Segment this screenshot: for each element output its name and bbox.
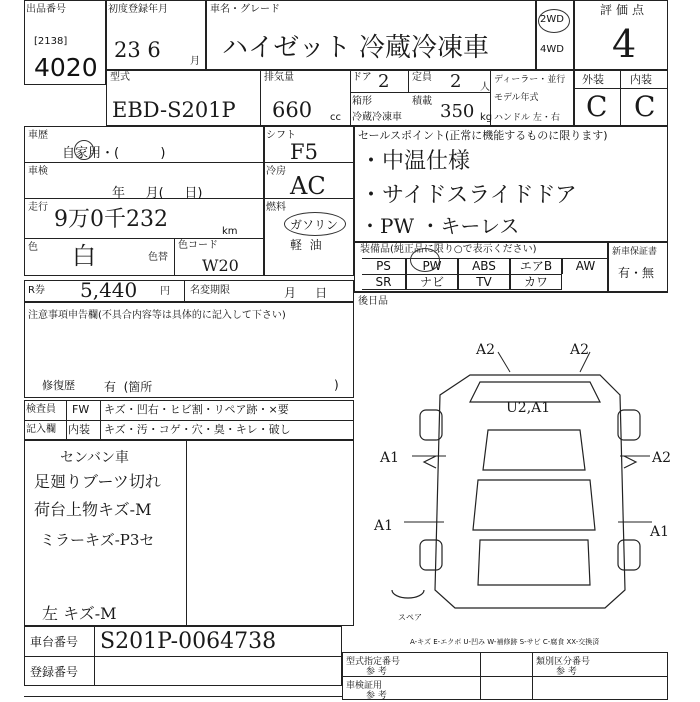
model-year-label: モデル年式 [494,93,539,103]
equipment-pw: PW [406,258,458,274]
rating-value: 4 [612,22,637,66]
color-label: 色 [28,242,38,253]
class-label: 類別区分番号 [536,657,591,667]
displacement-unit: cc [330,112,341,123]
load-unit: kg [480,112,493,123]
handle-label: ハンドル 左・右 [494,113,560,123]
equipment-leather: カワ [510,274,562,290]
sales-point-line-1: ・中温仕様 [360,149,471,174]
repair-close: ) [334,378,339,392]
lot-number: 4020 [34,53,98,82]
equipment-ps: PS [362,258,406,274]
capacity-label: 定員 [412,72,432,83]
type-value: EBD-S201P [112,98,236,122]
lot-label: 出品番号 [26,4,66,15]
color-value: 白 [72,242,96,270]
displacement-label: 排気量 [264,72,294,83]
capacity-value: 2 [450,71,462,92]
shift-label: シフト [266,130,296,141]
capacity-unit: 人 [480,82,490,93]
inspector-label-2: 記入欄 [26,424,56,435]
equipment-tv: TV [458,274,510,290]
dealer-label: ディーラー・並行 [494,75,566,85]
fuel-gasoline: ガソリン [290,218,339,232]
ac-label: 冷房 [266,166,286,177]
box-value: 冷蔵冷凍車 [352,112,402,123]
spare-label: スペア [398,613,422,622]
deadline-label: 名変期限 [190,285,230,296]
box-label: 箱形 [352,96,372,107]
displacement-value: 660 [272,98,313,122]
chassis-label: 車台番号 [30,635,79,649]
exterior-value: C [586,90,608,123]
equipment-aw: AW [562,258,608,274]
history-value: 自家用・( ) [62,146,166,161]
diagram-mark-5: A2 [652,450,672,466]
model-value: ハイゼット 冷蔵冷凍車 [222,33,489,63]
doors-label: ドア [352,72,372,83]
drive-2wd: 2WD [540,14,564,25]
sales-point-line-3: ・PW ・キーレス [360,214,520,238]
class-ref: 参 考 [556,667,577,677]
exterior-label: 外装 [582,73,604,86]
inspection-label: 車検 [28,166,48,177]
footer-line [24,696,342,697]
diagram-mark-6: A1 [374,518,394,534]
first-reg-month-unit: 月 [190,56,200,67]
load-value: 350 [440,101,475,122]
reg-label: 登録番号 [30,665,79,679]
r-ticket-value: 5,440 [80,278,138,302]
official-label: 型式指定番号 [346,657,401,667]
free-note-3: 荷台上物キズ-M [34,500,152,519]
official-ref: 参 考 [366,667,387,677]
inspection-cert-ref: 参 考 [366,691,387,701]
r-ticket-label: R券 [28,285,45,296]
drive-4wd: 4WD [540,44,564,55]
mileage-label: 走行 [28,202,48,213]
shift-value: F5 [290,140,318,164]
chassis-value: S201P-0064738 [100,629,277,654]
free-note-4: ミラーキズ-P3セ [40,531,155,549]
sales-point-line-2: ・サイドスライドドア [360,183,577,208]
type-label: 型式 [110,72,130,83]
interior-label: 内装 [630,73,652,86]
new-warranty-label: 新車保証書 [612,247,658,257]
interior-value: C [634,90,656,123]
equipment-label: 装備品(純正品に限り○で表示ください) [360,244,537,255]
equipment-airbag: エアB [510,258,562,274]
fuel-label: 燃料 [266,202,286,213]
ac-value: AC [290,172,326,200]
fuel-diesel: 軽 油 [290,238,322,252]
diagram-mark-7: A1 [650,524,670,540]
diagram-mark-2: A2 [570,342,590,358]
repair-value: 有 (箇所 [104,380,153,394]
int-label: 内装 [68,423,90,436]
free-note-2: 足廻りブーツ切れ [34,472,161,491]
doors-value: 2 [378,71,390,92]
diagram-legend: A-キズ E-エクボ U-凹み W-補修跡 S-サビ C-腐食 XX-交換済 [410,638,600,646]
color-code-label: 色コード [178,240,218,251]
equipment-sr: SR [362,274,406,290]
repair-label: 修復歴 [42,379,75,392]
mileage-value: 9万0千232 [54,207,168,232]
new-warranty-value: 有・無 [618,266,655,280]
first-reg-value: 23 6 [114,38,161,62]
equipment-abs: ABS [458,258,510,274]
lot-small: [2138] [34,36,68,47]
first-reg-label: 初度登録年月 [108,4,168,15]
inspection-value: 年 月( 日) [112,186,203,201]
rear-seat-label: 後日品 [358,296,388,307]
diagram-mark-3: U2,A1 [506,400,551,416]
deadline-value: 月 日 [284,286,328,300]
inspector-label-1: 検査員 [26,404,56,415]
diagram-mark-4: A1 [380,450,400,466]
fw-text: キズ・凹右・ヒビ割・リペア跡・×要 [104,403,289,416]
load-label: 積載 [412,96,432,107]
color-repaint-label: 色替 [148,252,168,263]
rating-label: 評価点 [600,3,649,17]
model-label: 車名・グレード [210,4,280,15]
free-note-1: センバン車 [60,450,130,466]
int-text: キズ・汚・コゲ・穴・臭・キレ・破し [104,423,291,436]
free-note-5: 左 キズ-M [42,604,117,623]
r-ticket-unit: 円 [160,286,170,297]
sales-point-label: セールスポイント(正常に機能するものに限ります) [358,129,608,142]
color-code-value: W20 [202,256,239,275]
inspection-cert-label: 車検証用 [346,681,383,691]
mileage-unit: km [222,226,238,237]
notes-label: 注意事項申告欄(不具合内容等は具体的に記入して下さい) [28,310,286,321]
history-label: 車歴 [28,130,48,141]
fw-label: FW [72,403,90,416]
diagram-mark-1: A2 [476,342,496,358]
equipment-navi: ナビ [406,274,458,290]
